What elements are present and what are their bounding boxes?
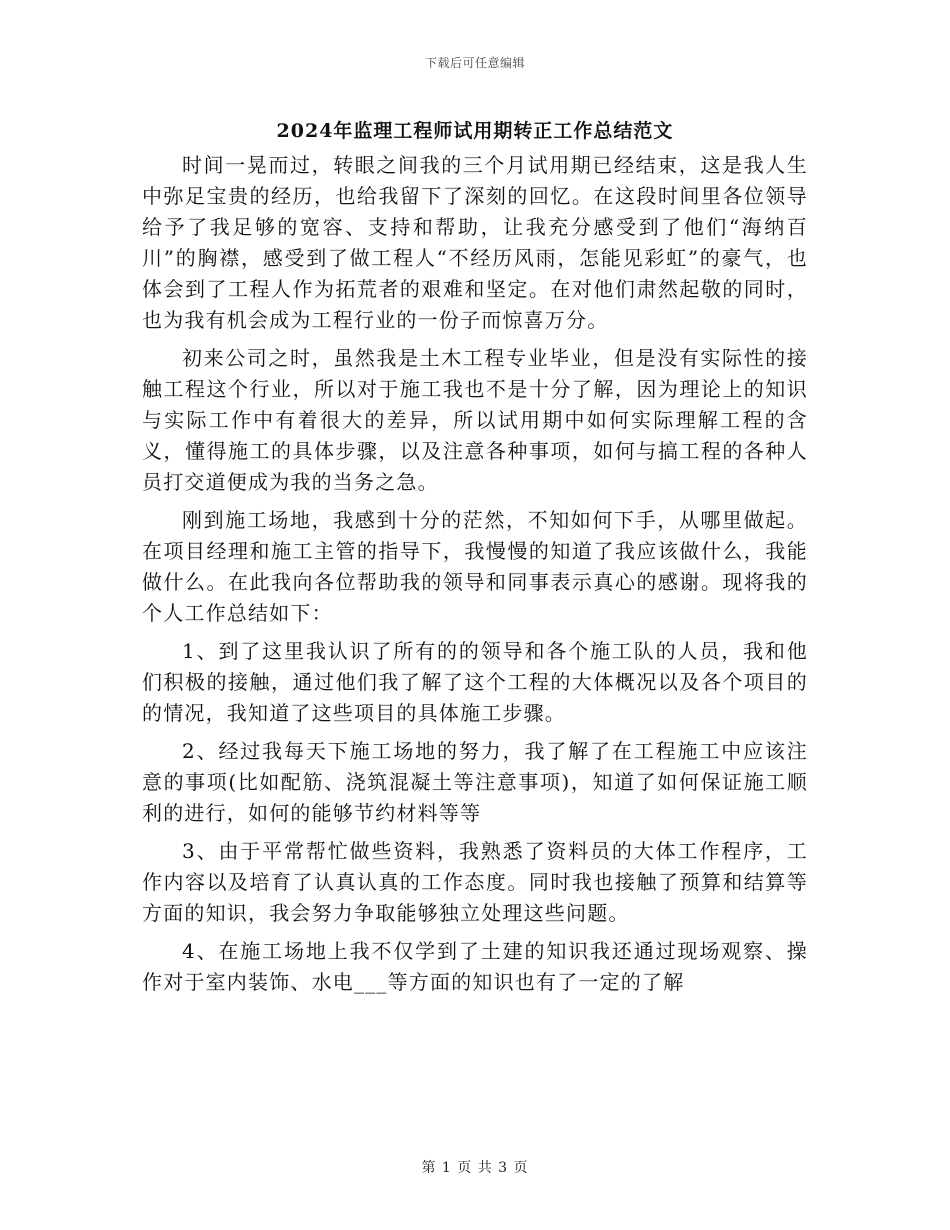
paragraph: 1、到了这里我认识了所有的的领导和各个施工队的人员，我和他们积极的接触，通过他们我了解了这个工程的大体概况以及各个项目的的情况，我知道了这些项目的具体施工步骤。 [142,639,808,725]
paragraph: 4、在施工场地上我不仅学到了土建的知识我还通过现场观察、操作对于室内装饰、水电___等方面的知识也有了一定的了解 [142,939,808,994]
paragraph: 初来公司之时，虽然我是土木工程专业毕业，但是没有实际性的接触工程这个行业，所以对于施工我也不是十分了解，因为理论上的知识与实际工作中有着很大的差异，所以试用期中如何实际理解工程的含义，懂得施工的具体步骤，以及注意各种事项，如何与搞工程的各种人员打交道便成为我的当务之急。 [142,346,808,494]
header-note: 下载后可任意编辑 [424,56,525,70]
paragraph: 刚到施工场地，我感到十分的茫然，不知如何下手，从哪里做起。在项目经理和施工主管的指导下，我慢慢的知道了我应该做什么，我能做什么。在此我向各位帮助我的领导和同事表示真心的感谢。现将我的个人工作总结如下： [142,508,808,625]
paragraph: 2、经过我每天下施工场地的努力，我了解了在工程施工中应该注意的事项(比如配筋、浇筑混凝土等注意事项)，知道了如何保证施工顺利的进行，如何的能够节约材料等等 [142,739,808,825]
document-body [142,150,808,1005]
paragraph: 时间一晃而过，转眼之间我的三个月试用期已经结束，这是我人生中弥足宝贵的经历，也给我留下了深刻的回忆。在这段时间里各位领导给予了我足够的宽容、支持和帮助，让我充分感受到了他们“海纳百川”的胸襟，感受到了做工程人“不经历风雨，怎能见彩虹”的豪气，也体会到了工程人作为拓荒者的艰难和坚定。在对他们肃然起敬的同时，也为我有机会成为工程行业的一份子而惊喜万分。 [142,153,808,332]
document-title: 2024年监理工程师试用期转正工作总结范文 [276,120,674,142]
paragraph: 3、由于平常帮忙做些资料，我熟悉了资料员的大体工作程序，工作内容以及培育了认真认真的工作态度。同时我也接触了预算和结算等方面的知识，我会努力争取能够独立处理这些问题。 [142,839,808,925]
page-number-footer: 第 1 页 共 3 页 [421,1160,529,1176]
